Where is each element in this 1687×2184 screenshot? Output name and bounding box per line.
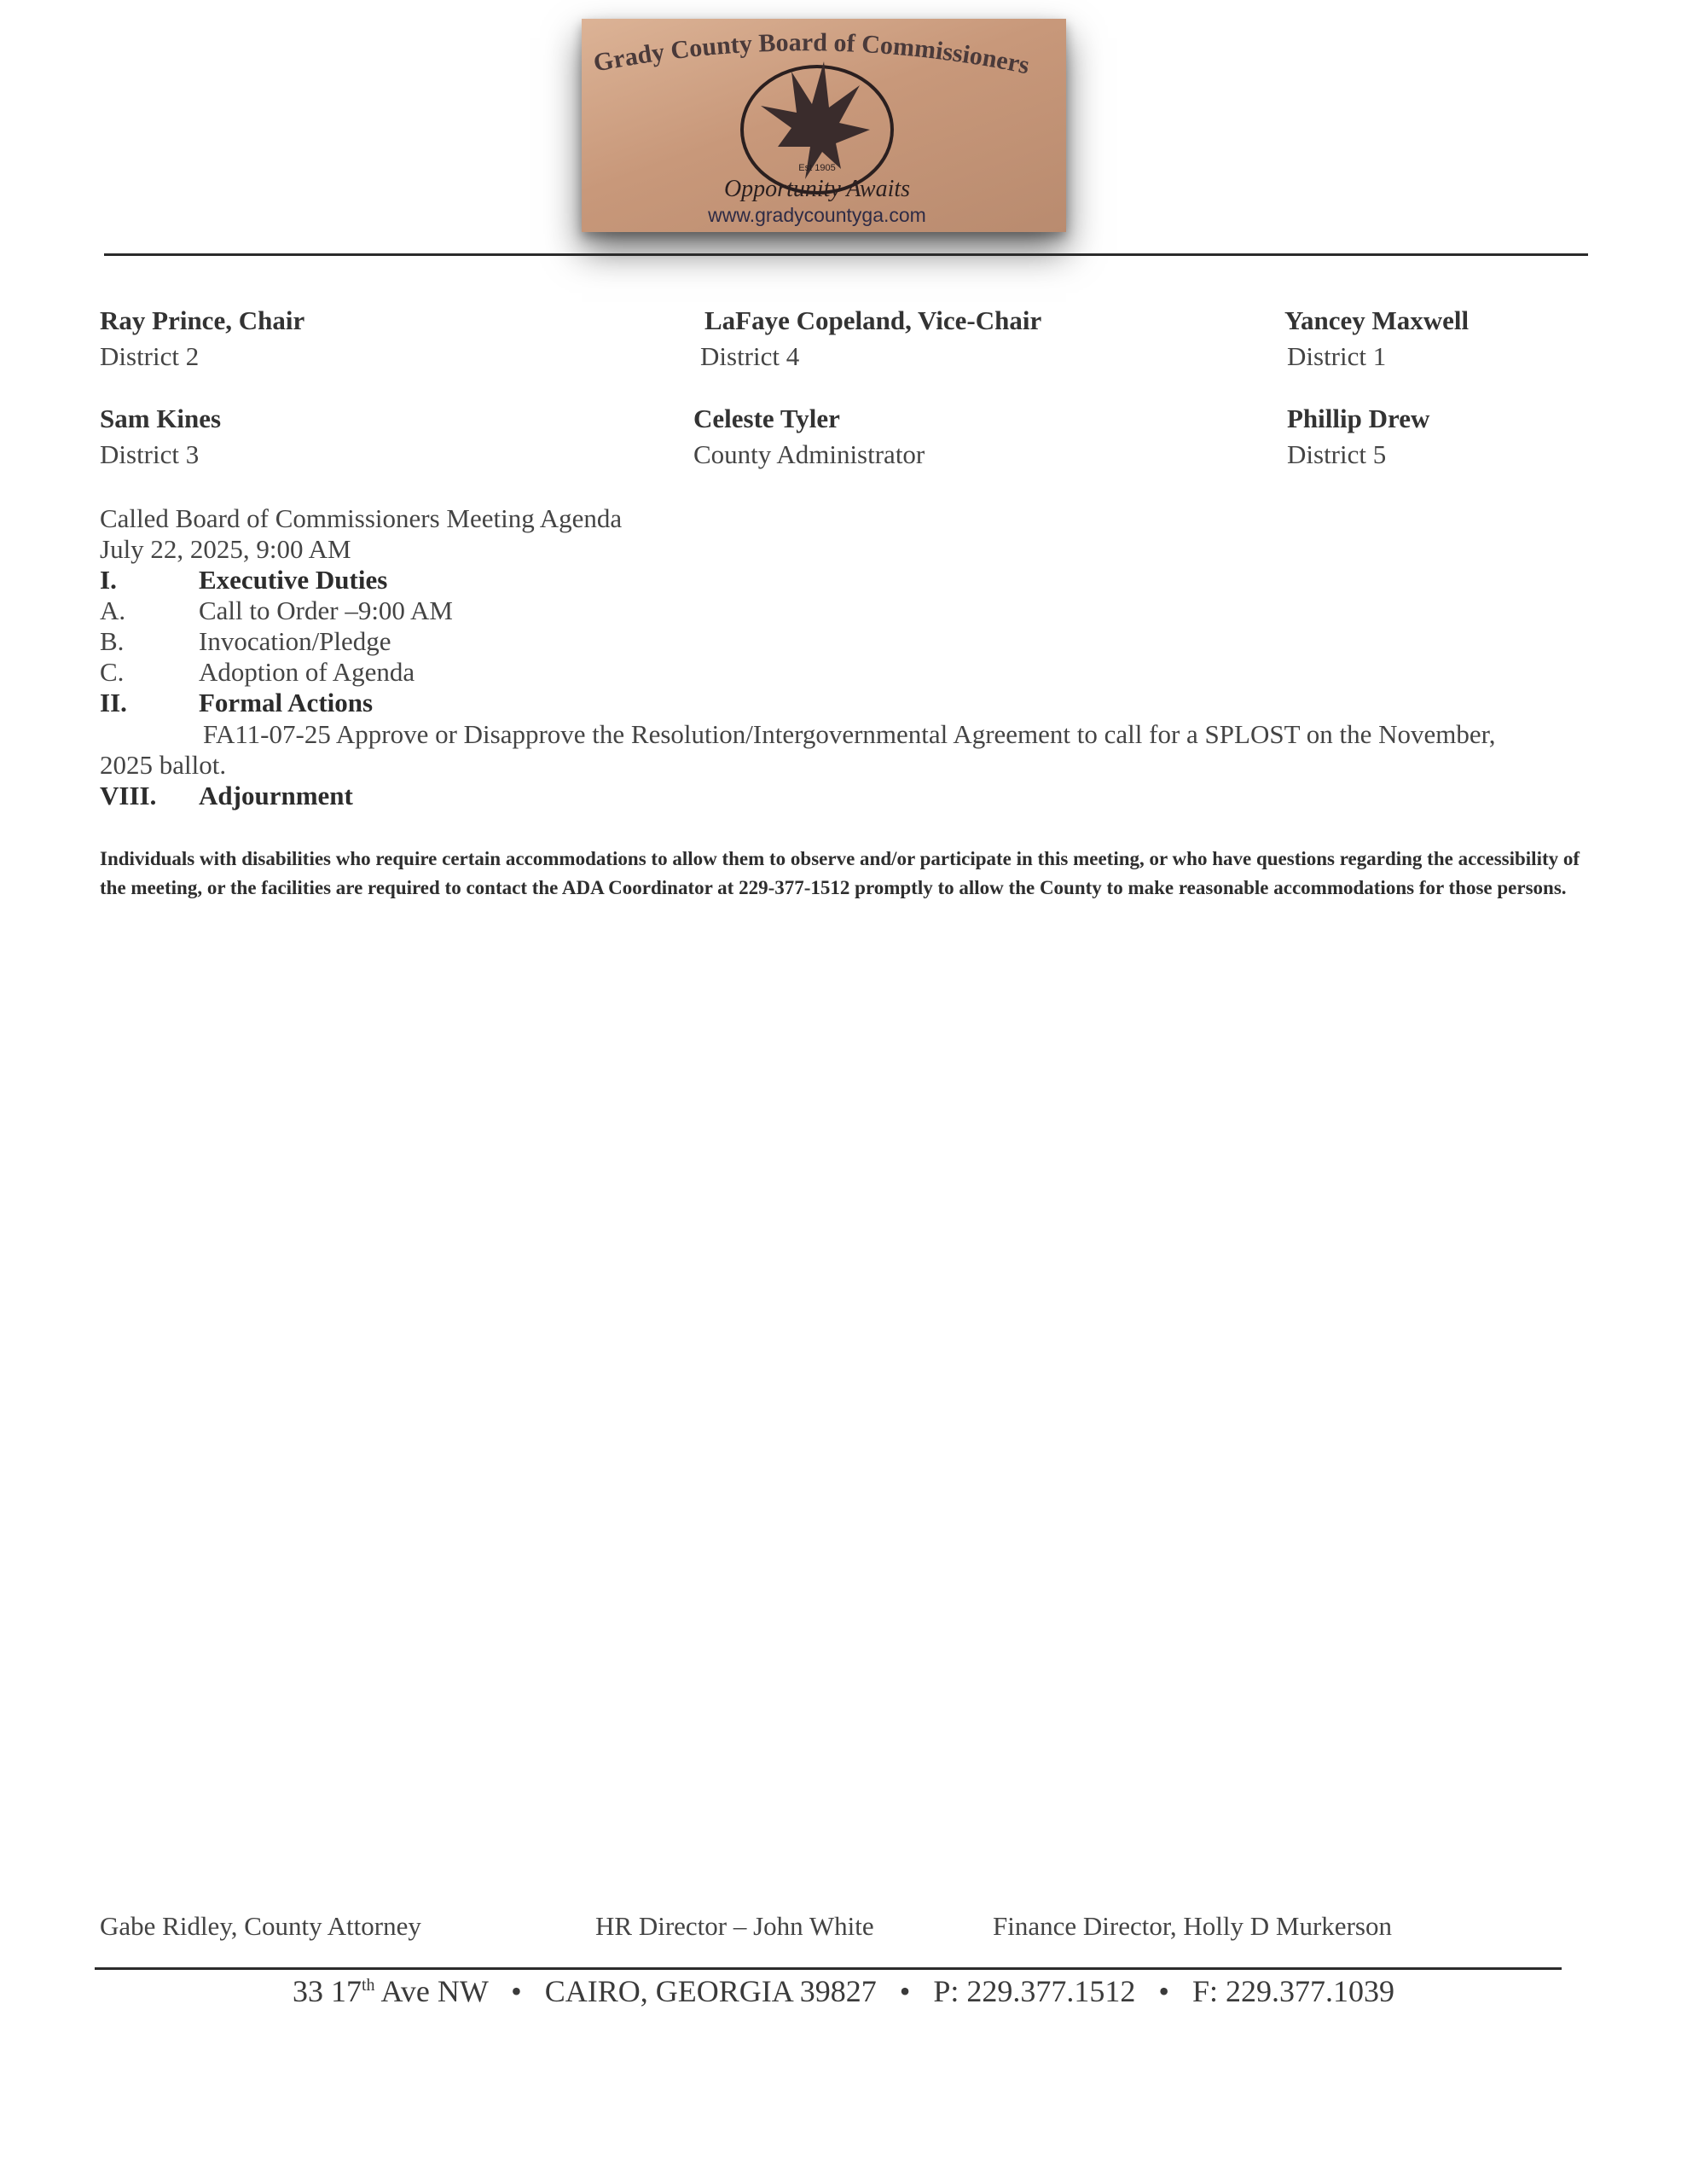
item-label: Invocation/Pledge — [199, 626, 391, 656]
section-label: Formal Actions — [199, 688, 374, 717]
phone-number: P: 229.377.1512 — [933, 1974, 1136, 2008]
address-ordinal: th — [361, 1976, 375, 1995]
ada-notice: Individuals with disabilities who require certain accommodations to allow them to observe and/or participate in this meeting, or who have questions regarding the accessibility of the meeting, or the facilities are required to contact the ADA Coordinator at 229-377-1512 promptly to allow the County to make reasonable accommodations for those persons. — [100, 848, 1580, 898]
item-label: Adoption of Agenda — [199, 657, 415, 687]
logo-tagline: Opportunity Awaits — [723, 176, 911, 202]
item-letter: B. — [100, 626, 125, 656]
official-name: Ray Prince, Chair — [100, 305, 305, 335]
official-role: District 2 — [100, 341, 200, 371]
item-label: Call to Order –9:00 AM — [199, 595, 453, 625]
footer-rule — [95, 1967, 1562, 1970]
official-name: LaFaye Copeland, Vice-Chair — [704, 305, 1042, 335]
section-number: VIII. — [100, 781, 157, 810]
county-logo — [582, 19, 1066, 232]
item-letter: A. — [100, 595, 126, 625]
svg-text:Grady County Board of Commissi — [591, 28, 1032, 79]
address-street: Ave NW — [374, 1974, 489, 2008]
official-role: District 4 — [700, 341, 800, 371]
official-name: Sam Kines — [100, 404, 222, 433]
section-label: Executive Duties — [199, 565, 388, 595]
separator-dot: • — [1158, 1974, 1170, 2008]
formal-action-text-cont: 2025 ballot. — [100, 750, 227, 780]
official-role: County Administrator — [693, 439, 925, 469]
staff-finance: Finance Director, Holly D Murkerson — [993, 1911, 1392, 1941]
logo-art — [582, 19, 1066, 232]
section-number: II. — [100, 688, 127, 717]
staff-attorney: Gabe Ridley, County Attorney — [100, 1911, 421, 1941]
address-number: 33 17 — [292, 1974, 362, 2008]
agenda-datetime: July 22, 2025, 9:00 AM — [100, 534, 351, 564]
header-rule — [104, 253, 1588, 256]
logo-title: Grady County Board of Commissioners — [591, 28, 1032, 80]
official-name: Phillip Drew — [1287, 404, 1430, 433]
logo-established: Est 1905 — [798, 163, 836, 173]
official-role: District 5 — [1287, 439, 1387, 469]
fax-number: F: 229.377.1039 — [1192, 1974, 1395, 2008]
section-label: Adjournment — [199, 781, 353, 810]
formal-action-text: FA11-07-25 Approve or Disapprove the Resolution/Intergovernmental Agreement to call for a SPLOST on the November, — [203, 719, 1496, 749]
official-name: Celeste Tyler — [693, 404, 840, 433]
item-letter: C. — [100, 657, 125, 687]
logo-website: www.gradycountyga.com — [708, 204, 926, 226]
separator-dot: • — [899, 1974, 911, 2008]
separator-dot: • — [511, 1974, 522, 2008]
agenda-title: Called Board of Commissioners Meeting Agenda — [100, 503, 623, 533]
official-role: District 1 — [1287, 341, 1387, 371]
official-role: District 3 — [100, 439, 200, 469]
section-number: I. — [100, 565, 117, 595]
official-name: Yancey Maxwell — [1284, 305, 1470, 335]
footer-address — [0, 1973, 1687, 2009]
address-city: CAIRO, GEORGIA 39827 — [544, 1974, 877, 2008]
leaf-icon — [761, 61, 870, 179]
staff-hr: HR Director – John White — [595, 1911, 874, 1941]
